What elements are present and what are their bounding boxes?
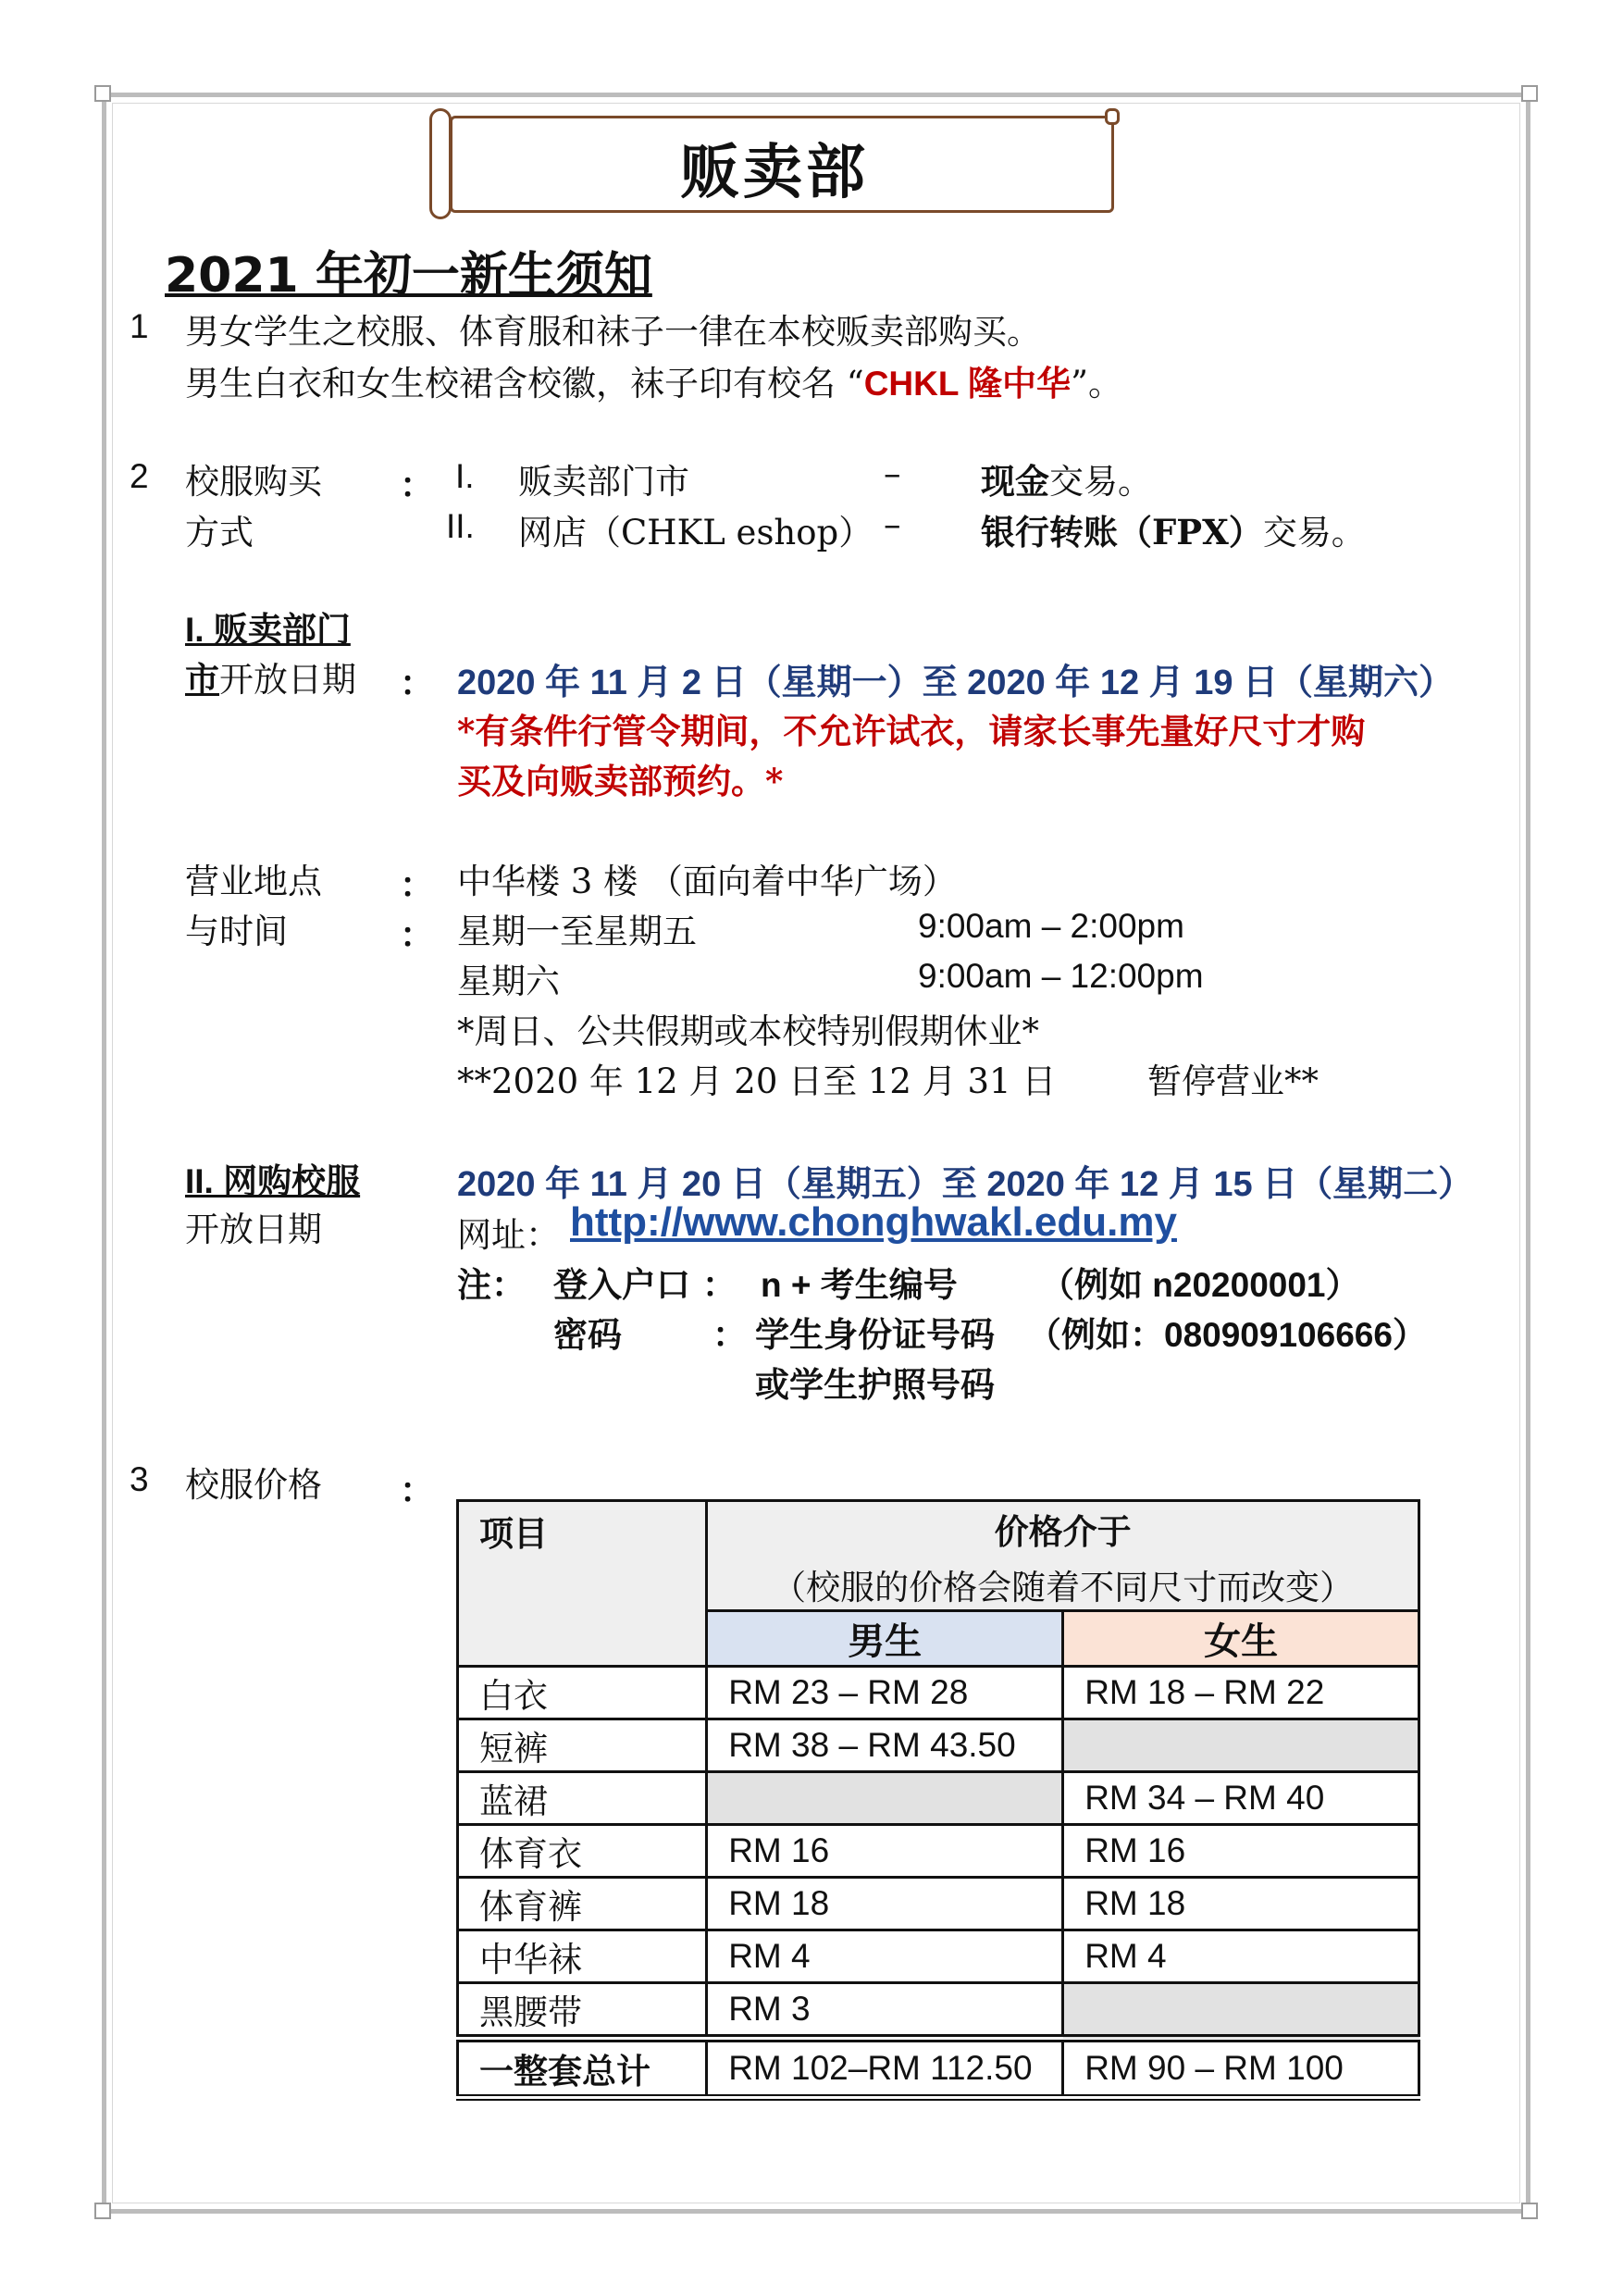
table-row <box>458 1983 1419 2039</box>
notice-line1: *有条件行管令期间，不允许试衣，请家长事先量好尺寸才购 <box>457 711 1366 751</box>
payment-fpx <box>981 504 1366 554</box>
section-heading: 2021 年初一新生须知 <box>165 248 652 304</box>
row-girl-price: RM 4 <box>1063 1930 1419 1983</box>
item-number: 3 <box>130 1460 149 1498</box>
header-girl: 女生 <box>1063 1611 1419 1667</box>
notice-line2: 买及向贩卖部预约。* <box>457 761 784 801</box>
purchase-label: 校服购买 <box>185 462 322 502</box>
colon: ： <box>400 914 434 955</box>
option-store: 贩卖部门市 <box>518 462 689 502</box>
password-example: （例如：080909106666） <box>1027 1316 1427 1354</box>
password-value: 学生身份证号码 <box>755 1314 995 1355</box>
table-row <box>458 1930 1419 1983</box>
table-row <box>458 1878 1419 1930</box>
header-price-note: （校服的价格会随着不同尺寸而改变） <box>772 1568 1355 1607</box>
row-girl-price: RM 16 <box>1063 1825 1419 1878</box>
row-boy-price: RM 3 <box>707 1983 1063 2039</box>
suspend-text: 暂停营业** <box>1147 1061 1319 1101</box>
login-label: 登入户口 ： <box>553 1264 737 1305</box>
colon: ： <box>400 465 434 505</box>
item1-line1: 男女学生之校服、体育服和袜子一律在本校贩卖部购买。 <box>185 312 1041 352</box>
item-number: 2 <box>130 457 149 495</box>
header-price-title: 价格介于 <box>994 1511 1132 1552</box>
option-roman: II. <box>446 507 475 545</box>
row-boy-price: RM 38 – RM 43.50 <box>707 1719 1063 1772</box>
row-girl-price: RM 18 – RM 22 <box>1063 1667 1419 1719</box>
row-boy-price <box>707 1772 1063 1825</box>
total-boy-price: RM 102–RM 112.50 <box>707 2039 1063 2098</box>
location-label: 营业地点 <box>185 862 322 901</box>
row-item: 体育衣 <box>458 1825 707 1878</box>
dash: – <box>884 504 901 544</box>
header-boy: 男生 <box>707 1611 1063 1667</box>
row-girl-price <box>1063 1719 1419 1772</box>
item1-line2-end: ”。 <box>1071 364 1122 403</box>
payment-bold: 银行转账（FPX） <box>981 512 1263 552</box>
total-label: 一整套总计 <box>458 2039 707 2098</box>
payment-cash <box>981 453 1152 503</box>
password-label: 密码 <box>553 1314 622 1355</box>
border-corner <box>94 85 111 102</box>
store-heading-end: 市 <box>185 659 219 700</box>
payment-rest: 交易。 <box>1049 462 1152 502</box>
table-row <box>458 1772 1419 1825</box>
weekday-label: 星期一至星期五 <box>457 912 697 951</box>
row-boy-price: RM 23 – RM 28 <box>707 1667 1063 1719</box>
row-item: 体育裤 <box>458 1878 707 1930</box>
row-boy-price: RM 4 <box>707 1930 1063 1983</box>
row-girl-price: RM 34 – RM 40 <box>1063 1772 1419 1825</box>
option-roman: I. <box>455 457 475 495</box>
row-boy-price: RM 18 <box>707 1878 1063 1930</box>
banner-scroll-roll <box>1105 108 1120 125</box>
table-row <box>458 1825 1419 1878</box>
store-open-dates-label: 开放日期 <box>219 660 356 700</box>
page-title: 贩卖部 <box>680 138 869 207</box>
colon: ： <box>400 864 434 905</box>
row-girl-price: RM 18 <box>1063 1878 1419 1930</box>
item-number: 1 <box>130 307 149 345</box>
online-section-heading: II. 网购校服 <box>185 1162 361 1200</box>
store-dates: 2020 年 11 月 2 日（星期一）至 2020 年 12 月 19 日（星期六） <box>457 664 1455 702</box>
border-corner <box>94 2203 111 2219</box>
weekday-hours: 9:00am – 2:00pm <box>918 907 1184 945</box>
colon: ： <box>400 663 434 703</box>
url-label: 网址： <box>457 1215 560 1255</box>
option-eshop: 网店（CHKL eshop） <box>518 513 873 552</box>
row-item: 黑腰带 <box>458 1983 707 2039</box>
saturday-hours: 9:00am – 12:00pm <box>918 957 1204 995</box>
suspend-dates: **2020 年 12 月 20 日至 12 月 31 日 <box>457 1061 1057 1101</box>
table-row <box>458 1719 1419 1772</box>
login-example: （例如 n20200001） <box>1040 1266 1360 1304</box>
purchase-label-2: 方式 <box>185 513 254 552</box>
row-item: 中华袜 <box>458 1930 707 1983</box>
row-item: 短裤 <box>458 1719 707 1772</box>
store-section-heading: I. 贩卖部门 <box>185 611 351 649</box>
store-location: 中华楼 3 楼 （面向着中华广场） <box>457 862 957 901</box>
border-corner <box>1521 85 1538 102</box>
dash: – <box>884 453 901 493</box>
total-row <box>458 2039 1419 2098</box>
closed-note: *周日、公共假期或本校特别假期休业* <box>457 1011 1039 1051</box>
saturday-label: 星期六 <box>457 962 560 1001</box>
password-alt: 或学生护照号码 <box>755 1364 995 1405</box>
eshop-link[interactable]: http://www.chonghwakl.edu.my <box>570 1199 1177 1245</box>
item1-line2 <box>185 355 1122 405</box>
price-label: 校服价格 <box>185 1465 322 1505</box>
border-corner <box>1521 2203 1538 2219</box>
store-open-label <box>185 652 356 701</box>
login-value: n + 考生编号 <box>761 1266 958 1304</box>
total-girl-price: RM 90 – RM 100 <box>1063 2039 1419 2098</box>
row-item: 白衣 <box>458 1667 707 1719</box>
price-table <box>456 1499 1420 2101</box>
online-dates: 2020 年 11 月 20 日（星期五）至 2020 年 12 月 15 日（星期二） <box>457 1165 1474 1204</box>
payment-bold: 现金 <box>981 461 1049 502</box>
header-price <box>707 1501 1419 1611</box>
payment-rest: 交易。 <box>1262 513 1366 552</box>
item1-line2-text: 男生白衣和女生校裙含校徽，袜子印有校名 “ <box>185 364 864 403</box>
row-girl-price <box>1063 1983 1419 2039</box>
table-row <box>458 1667 1419 1719</box>
row-item: 蓝裙 <box>458 1772 707 1825</box>
note-label: 注： <box>457 1264 526 1305</box>
online-open-label: 开放日期 <box>185 1210 322 1249</box>
time-label: 与时间 <box>185 912 288 951</box>
header-item: 项目 <box>458 1501 707 1667</box>
title-banner <box>429 108 1120 219</box>
school-name-highlight: CHKL 隆中华 <box>863 365 1072 403</box>
row-boy-price: RM 16 <box>707 1825 1063 1878</box>
colon: ： <box>712 1314 747 1355</box>
colon: ： <box>400 1470 434 1510</box>
